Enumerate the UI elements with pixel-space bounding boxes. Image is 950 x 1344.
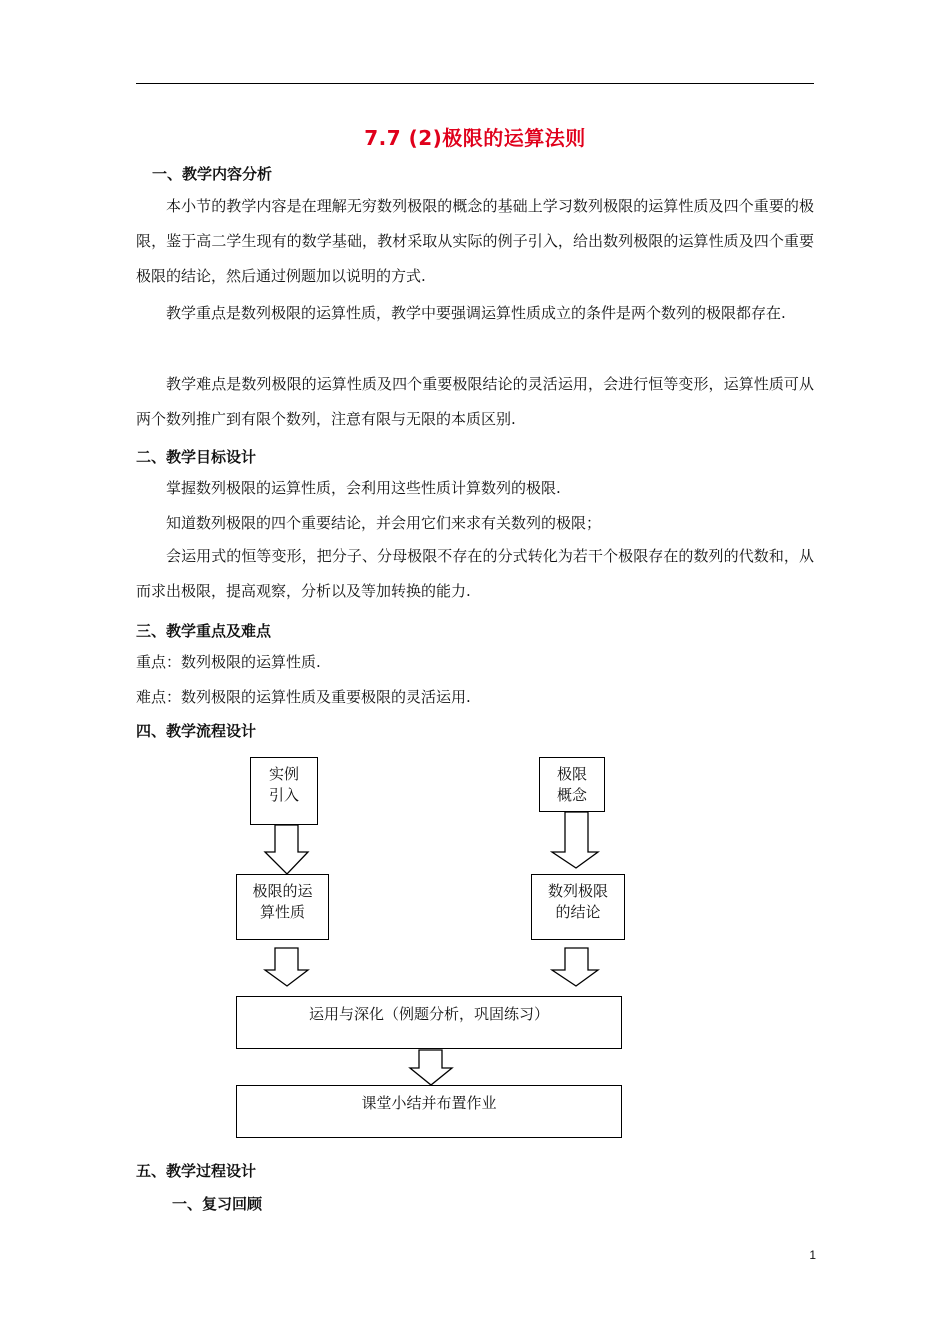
arrow-down-icon (552, 948, 598, 986)
paragraph-difficulty: 教学难点是数列极限的运算性质及四个重要极限结论的灵活运用，会进行恒等变形，运算性质可从两个数列推广到有限个数列，注意有限与无限的本质区别. (136, 375, 814, 428)
paragraph-key-point: 教学重点是数列极限的运算性质，教学中要强调运算性质成立的条件是两个数列的极限都存在. (166, 304, 786, 322)
section-heading-process-design: 五、教学过程设计 (136, 1162, 257, 1180)
difficulty-line: 难点：数列极限的运算性质及重要极限的灵活运用. (136, 688, 471, 706)
page-number: 1 (809, 1248, 816, 1262)
flow-box-limit-conclusions: 数列极限 的结论 (531, 874, 625, 940)
flow-box-application: 运用与深化（例题分析，巩固练习） (236, 996, 622, 1049)
section-heading-key-difficulty: 三、教学重点及难点 (136, 622, 272, 640)
section-heading-content-analysis: 一、教学内容分析 (152, 165, 273, 183)
key-point-line: 重点：数列极限的运算性质. (136, 653, 321, 671)
arrow-down-icon (552, 812, 598, 868)
page-title: 7.7 (2)极限的运算法则 (364, 126, 586, 150)
objective-3: 会运用式的恒等变形，把分子、分母极限不存在的分式转化为若干个极限存在的数列的代数和，从而求出极限，提高观察，分析以及等加转换的能力. (136, 547, 814, 600)
flow-box-summary-homework: 课堂小结并布置作业 (236, 1085, 622, 1138)
flow-box-example-intro: 实例 引入 (250, 757, 318, 825)
objective-1: 掌握数列极限的运算性质，会利用这些性质计算数列的极限. (166, 479, 561, 497)
arrow-down-icon (265, 825, 308, 874)
flow-box-limit-concept: 极限 概念 (539, 757, 605, 812)
paragraph-content-intro: 本小节的教学内容是在理解无穷数列极限的概念的基础上学习数列极限的运算性质及四个重要的极限，鉴于高二学生现有的数学基础，教材采取从实际的例子引入，给出数列极限的运算性质及四个重要极限的结论，然后通过例题加以说明的方式. (136, 197, 814, 285)
subheading-review: 一、复习回顾 (172, 1195, 263, 1213)
flow-box-operation-properties: 极限的运 算性质 (236, 874, 329, 940)
arrow-down-icon (265, 948, 308, 986)
section-heading-objectives: 二、教学目标设计 (136, 448, 257, 466)
objective-2: 知道数列极限的四个重要结论，并会用它们来求有关数列的极限； (166, 514, 602, 532)
section-heading-flow-design: 四、教学流程设计 (136, 722, 257, 740)
arrow-down-icon (410, 1050, 452, 1085)
